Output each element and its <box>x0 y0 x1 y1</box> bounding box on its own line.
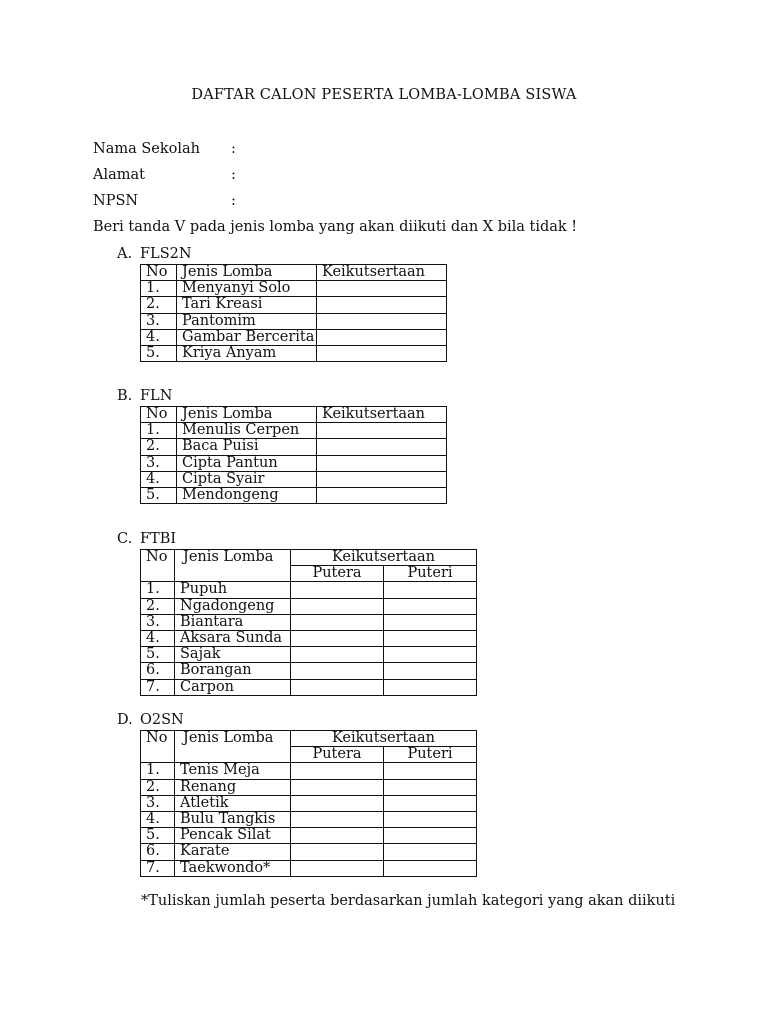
row-no: 2. <box>141 439 177 455</box>
row-no: 4. <box>141 329 177 345</box>
row-jenis-lomba: Menyanyi Solo <box>177 281 317 297</box>
row-jenis-lomba: Atletik <box>175 795 291 811</box>
section-letter-c: C. <box>117 531 133 547</box>
section-name-o2sn: O2SN <box>140 712 184 728</box>
section-letter-a: A. <box>117 246 133 262</box>
table-row <box>141 844 477 860</box>
row-no: 1. <box>141 582 175 598</box>
row-no: 6. <box>141 663 175 679</box>
putera-cell[interactable] <box>291 630 384 646</box>
table-row <box>141 313 447 329</box>
table-row <box>141 297 447 313</box>
puteri-cell[interactable] <box>384 844 477 860</box>
table-row <box>141 439 447 455</box>
row-jenis-lomba: Carpon <box>175 679 291 695</box>
keikutsertaan-cell[interactable] <box>317 329 447 345</box>
putera-cell[interactable] <box>291 779 384 795</box>
field-label-nama-sekolah: Nama Sekolah <box>93 141 200 157</box>
header-no: No <box>141 731 175 763</box>
section-name-fln: FLN <box>140 388 173 404</box>
header-jenis-lomba: Jenis Lomba <box>175 731 291 763</box>
puteri-cell[interactable] <box>384 828 477 844</box>
putera-cell[interactable] <box>291 811 384 827</box>
row-jenis-lomba: Tari Kreasi <box>177 297 317 313</box>
header-keikutsertaan: Keikutsertaan <box>317 265 447 281</box>
header-keikutsertaan: Keikutsertaan <box>317 407 447 423</box>
row-jenis-lomba: Baca Puisi <box>177 439 317 455</box>
header-jenis-lomba: Jenis Lomba <box>177 407 317 423</box>
row-no: 3. <box>141 795 175 811</box>
row-jenis-lomba: Renang <box>175 779 291 795</box>
table-row <box>141 663 477 679</box>
section-letter-d: D. <box>117 712 133 728</box>
row-no: 1. <box>141 763 175 779</box>
footnote: *Tuliskan jumlah peserta berdasarkan jumlah kategori yang akan diikuti <box>141 893 676 909</box>
putera-cell[interactable] <box>291 763 384 779</box>
row-jenis-lomba: Sajak <box>175 647 291 663</box>
putera-cell[interactable] <box>291 828 384 844</box>
puteri-cell[interactable] <box>384 763 477 779</box>
row-jenis-lomba: Aksara Sunda <box>175 630 291 646</box>
table-fls2n <box>140 264 447 362</box>
table-row <box>141 614 477 630</box>
header-putera: Putera <box>291 747 384 763</box>
header-no: No <box>141 265 177 281</box>
row-jenis-lomba: Ngadongeng <box>175 598 291 614</box>
putera-cell[interactable] <box>291 795 384 811</box>
table-ftbi <box>140 549 477 696</box>
header-puteri: Puteri <box>384 747 477 763</box>
header-no: No <box>141 407 177 423</box>
puteri-cell[interactable] <box>384 779 477 795</box>
row-jenis-lomba: Biantara <box>175 614 291 630</box>
row-no: 7. <box>141 860 175 876</box>
row-no: 1. <box>141 423 177 439</box>
putera-cell[interactable] <box>291 598 384 614</box>
row-no: 4. <box>141 630 175 646</box>
table-o2sn <box>140 730 477 877</box>
table-fln <box>140 406 447 504</box>
field-colon-npsn: : <box>231 193 236 209</box>
row-jenis-lomba: Cipta Syair <box>177 471 317 487</box>
keikutsertaan-cell[interactable] <box>317 455 447 471</box>
putera-cell[interactable] <box>291 647 384 663</box>
row-jenis-lomba: Pencak Silat <box>175 828 291 844</box>
row-no: 3. <box>141 313 177 329</box>
table-row <box>141 860 477 876</box>
table-row <box>141 281 447 297</box>
puteri-cell[interactable] <box>384 614 477 630</box>
puteri-cell[interactable] <box>384 811 477 827</box>
puteri-cell[interactable] <box>384 647 477 663</box>
putera-cell[interactable] <box>291 844 384 860</box>
row-no: 5. <box>141 647 175 663</box>
puteri-cell[interactable] <box>384 860 477 876</box>
field-colon-nama-sekolah: : <box>231 141 236 157</box>
puteri-cell[interactable] <box>384 679 477 695</box>
table-header-row <box>141 407 447 423</box>
field-label-npsn: NPSN <box>93 193 139 209</box>
keikutsertaan-cell[interactable] <box>317 423 447 439</box>
puteri-cell[interactable] <box>384 663 477 679</box>
row-jenis-lomba: Borangan <box>175 663 291 679</box>
row-jenis-lomba: Kriya Anyam <box>177 345 317 361</box>
puteri-cell[interactable] <box>384 582 477 598</box>
putera-cell[interactable] <box>291 860 384 876</box>
keikutsertaan-cell[interactable] <box>317 297 447 313</box>
row-jenis-lomba: Tenis Meja <box>175 763 291 779</box>
section-letter-b: B. <box>117 388 133 404</box>
keikutsertaan-cell[interactable] <box>317 313 447 329</box>
putera-cell[interactable] <box>291 614 384 630</box>
header-jenis-lomba: Jenis Lomba <box>177 265 317 281</box>
table-row <box>141 763 477 779</box>
table-row <box>141 795 477 811</box>
row-no: 6. <box>141 844 175 860</box>
table-row <box>141 345 447 361</box>
row-no: 3. <box>141 614 175 630</box>
row-no: 5. <box>141 345 177 361</box>
row-jenis-lomba: Cipta Pantun <box>177 455 317 471</box>
putera-cell[interactable] <box>291 663 384 679</box>
table-row <box>141 471 447 487</box>
row-jenis-lomba: Bulu Tangkis <box>175 811 291 827</box>
row-no: 3. <box>141 455 177 471</box>
table-row <box>141 647 477 663</box>
table-header-row <box>141 550 477 566</box>
field-colon-alamat: : <box>231 167 236 183</box>
table-row <box>141 630 477 646</box>
keikutsertaan-cell[interactable] <box>317 439 447 455</box>
table-header-row <box>141 265 447 281</box>
row-jenis-lomba: Pantomim <box>177 313 317 329</box>
table-row <box>141 828 477 844</box>
header-no: No <box>141 550 175 582</box>
table-row <box>141 582 477 598</box>
header-keikutsertaan: Keikutsertaan <box>291 731 477 747</box>
row-jenis-lomba: Gambar Bercerita <box>177 329 317 345</box>
row-no: 4. <box>141 471 177 487</box>
header-keikutsertaan: Keikutsertaan <box>291 550 477 566</box>
putera-cell[interactable] <box>291 679 384 695</box>
field-label-alamat: Alamat <box>93 167 145 183</box>
puteri-cell[interactable] <box>384 630 477 646</box>
row-jenis-lomba: Karate <box>175 844 291 860</box>
row-no: 1. <box>141 281 177 297</box>
table-row <box>141 811 477 827</box>
table-row <box>141 423 447 439</box>
header-puteri: Puteri <box>384 566 477 582</box>
row-no: 2. <box>141 598 175 614</box>
table-row <box>141 329 447 345</box>
keikutsertaan-cell[interactable] <box>317 471 447 487</box>
row-jenis-lomba: Taekwondo* <box>175 860 291 876</box>
header-putera: Putera <box>291 566 384 582</box>
keikutsertaan-cell[interactable] <box>317 345 447 361</box>
row-no: 4. <box>141 811 175 827</box>
row-jenis-lomba: Pupuh <box>175 582 291 598</box>
table-header-row <box>141 731 477 747</box>
section-name-fls2n: FLS2N <box>140 246 192 262</box>
row-jenis-lomba: Mendongeng <box>177 487 317 503</box>
puteri-cell[interactable] <box>384 598 477 614</box>
row-jenis-lomba: Menulis Cerpen <box>177 423 317 439</box>
table-row <box>141 779 477 795</box>
row-no: 2. <box>141 779 175 795</box>
table-row <box>141 598 477 614</box>
row-no: 2. <box>141 297 177 313</box>
keikutsertaan-cell[interactable] <box>317 487 447 503</box>
section-name-ftbi: FTBI <box>140 531 177 547</box>
row-no: 5. <box>141 487 177 503</box>
instruction-text: Beri tanda V pada jenis lomba yang akan diikuti dan X bila tidak ! <box>93 219 578 235</box>
row-no: 5. <box>141 828 175 844</box>
document-title: DAFTAR CALON PESERTA LOMBA-LOMBA SISWA <box>191 87 577 103</box>
keikutsertaan-cell[interactable] <box>317 281 447 297</box>
table-row <box>141 455 447 471</box>
header-jenis-lomba: Jenis Lomba <box>175 550 291 582</box>
puteri-cell[interactable] <box>384 795 477 811</box>
putera-cell[interactable] <box>291 582 384 598</box>
row-no: 7. <box>141 679 175 695</box>
table-row <box>141 679 477 695</box>
table-row <box>141 487 447 503</box>
